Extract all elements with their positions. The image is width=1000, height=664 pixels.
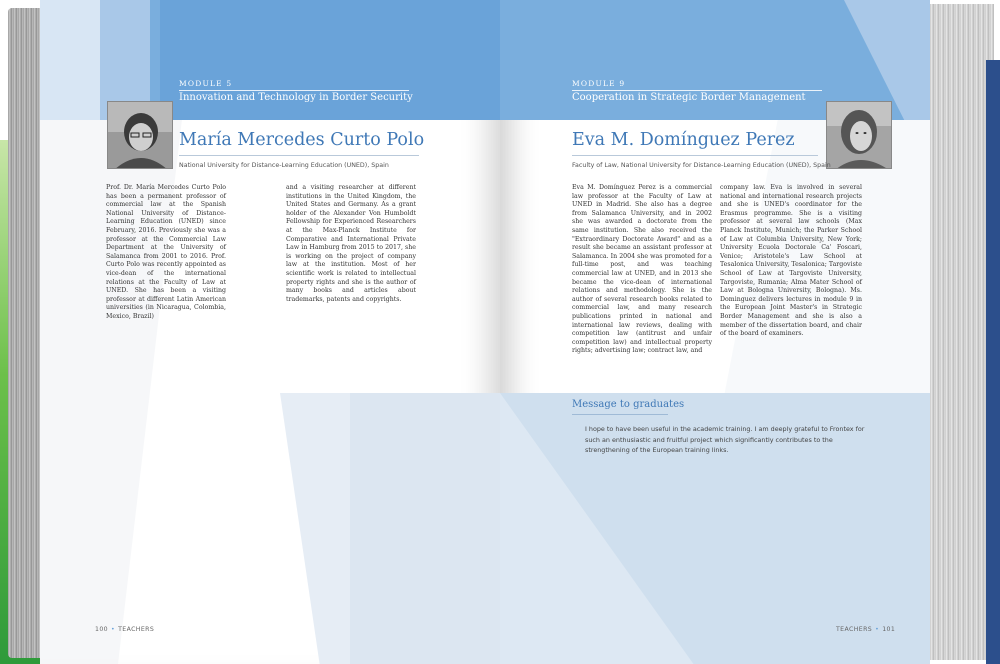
module-rule [179, 90, 409, 91]
portrait-photo [826, 101, 892, 169]
decorative-band [350, 393, 500, 664]
teacher-name: Eva M. Domínguez Perez [572, 130, 795, 150]
affiliation: Faculty of Law, National University for Distance-Learning Education (UNED), Spain [572, 162, 831, 169]
left-page [40, 0, 500, 664]
message-rule [572, 414, 668, 415]
page-footer: 100 • TEACHERS [95, 626, 155, 633]
portrait-photo [107, 101, 173, 169]
bio-column-1: Prof. Dr. María Mercedes Curto Polo has been a permanent professor of commercial law at the Spanish National University of Distance-Learning Education (UNED) since February, 2016. Previously she was a professor at the Commercial Law Department at the University of Salamanca from 2001 to 2016. Prof. Curto Polo was recently appointed as vice-dean of the international relations at the Faculty of Law at UNED. She has been a visiting professor at different Latin American universities (in Nicaragua, Colombia, Mexico, Brazil) [106, 184, 226, 320]
portrait-photo-woman-glasses-icon [108, 102, 173, 169]
name-rule [179, 155, 419, 156]
module-title: Innovation and Technology in Border Security [179, 92, 413, 103]
module-title: Cooperation in Strategic Border Management [572, 92, 806, 103]
affiliation: National University for Distance-Learning Education (UNED), Spain [179, 162, 389, 169]
module-rule [572, 90, 822, 91]
name-rule [572, 155, 818, 156]
footer-section: TEACHERS [836, 626, 873, 633]
page-number: 100 [95, 626, 109, 633]
bio-column-2: company law. Eva is involved in several national and international research projects and she is UNED's coordinator for the Erasmus programme. She is a visiting professor at several law schools (Max Planck Institute, Munich; the Parker School of Law at Columbia University, New York; University Ecuola Doctorale Ca' Foscari, Venice; Aristotele's Law School at Tesalonica University, Tesalonica; Targoviste School of Law at Targoviste University, Targoviste, Rumania; Alma Mater School of Law at Bologna University, Bologna). Ms. Dominguez delivers lectures in module 9 in the European Joint Master's in Strategic Border Management and she is also a member of the dissertation board, and chair of the board of examiners. [720, 184, 862, 338]
book-cover-edge [986, 60, 1000, 664]
footer-section: TEACHERS [118, 626, 155, 633]
message-heading: Message to graduates [572, 399, 685, 410]
message-text: I hope to have been useful in the academic training. I am deeply grateful to Frontex for such an enthusiastic and fruitful project which significantly contributes to the strengthening of the European training links. [585, 425, 865, 454]
teacher-name: María Mercedes Curto Polo [179, 130, 425, 150]
module-label: MODULE 9 [572, 79, 626, 88]
right-page [500, 0, 930, 664]
bio-column-2: and a visiting researcher at different institutions in the United Kingdom, the United States and Germany. As a grant holder of the Alexander Von Humboldt Fellowship for Experienced Researchers at the Max-Planck Institute for Comparative and International Private Law in Hamburg from 2015 to 2017, she is working on the project of company law at the institution. Most of her scientific work is related to intellectual property rights and she is the author of many books and articles about trademarks, patents and copyrights. [286, 184, 416, 303]
page-number: 101 [882, 626, 896, 633]
page-footer: TEACHERS • 101 [836, 626, 896, 633]
portrait-photo-woman-icon [827, 102, 892, 169]
right-page-stack [930, 4, 994, 660]
bio-column-1: Eva M. Domínguez Perez is a commercial law professor at the Faculty of Law at UNED in Madrid. She also has a degree from Salamanca University, and in 2002 she was awarded a doctorate from the same institution. She also received the "Extraordinary Doctorate Award" and as a result she became an assistant professor at Salamanca. In 2004 she was promoted for a full-time post, and was teaching commercial law at UNED, and in 2013 she became the vice-dean of international relations and methodology. She is the author of several research books related to commercial law, and many research publications printed in national and international law reviews, dealing with competition law (antitrust and unfair competition law) and intellectual property rights; advertising law; contract law, and [572, 184, 712, 355]
module-label: MODULE 5 [179, 79, 233, 88]
